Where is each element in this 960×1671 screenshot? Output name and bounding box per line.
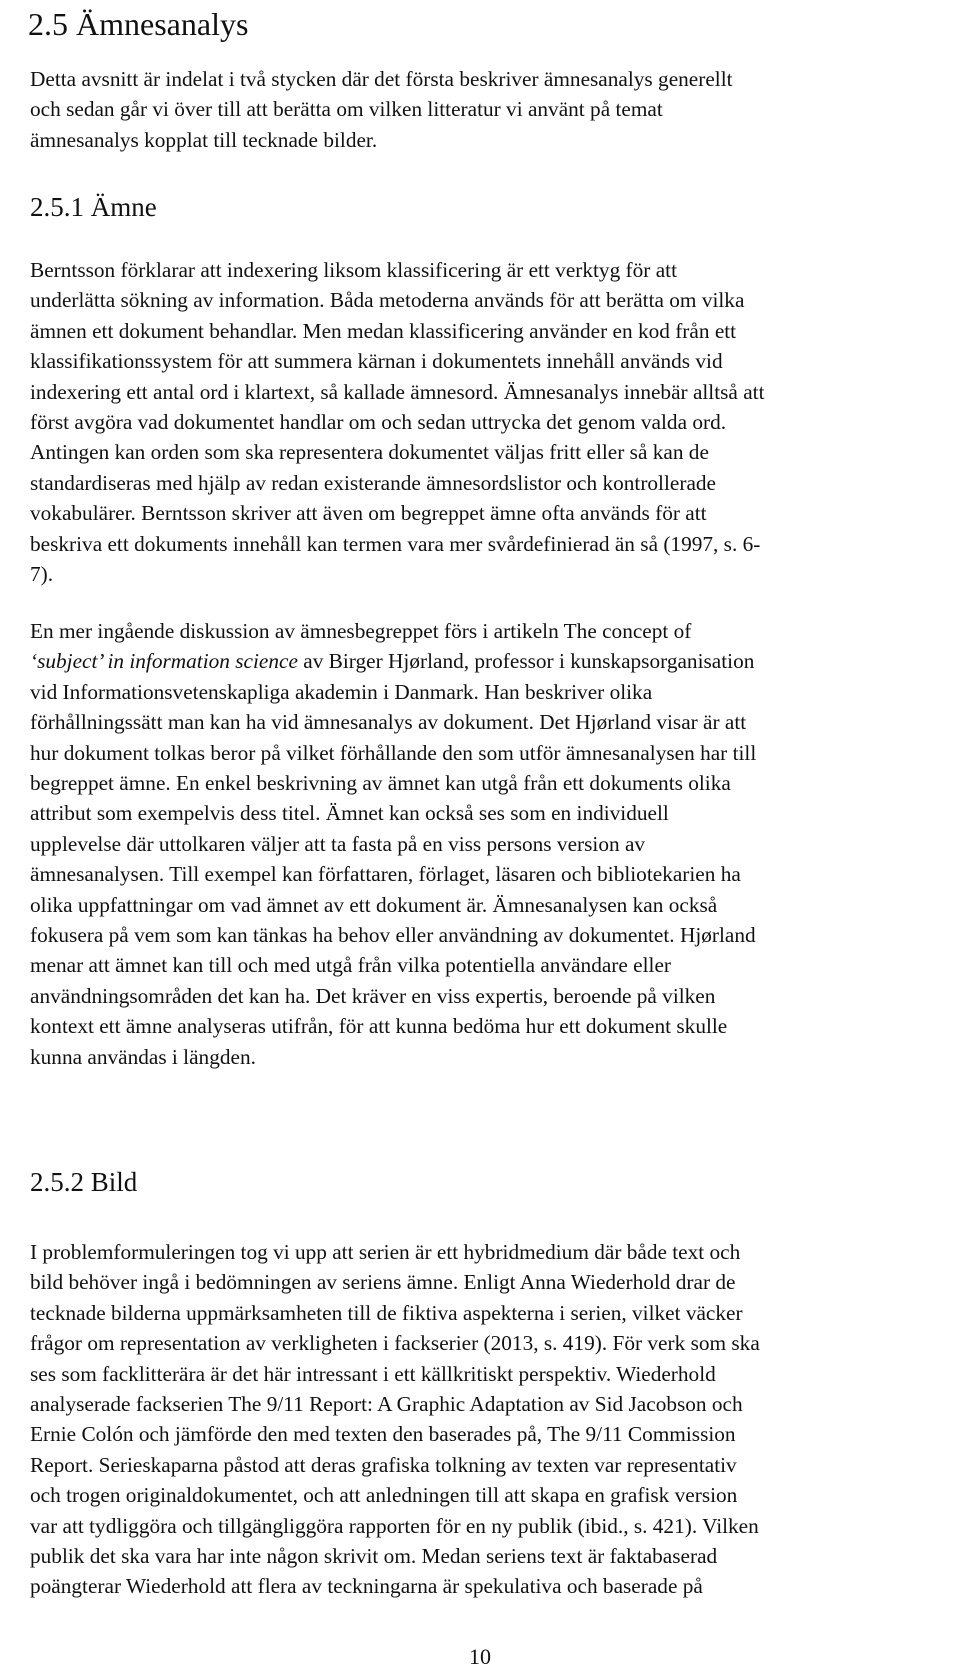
text-line: förhållningssätt man kan ha vid ämnesanalys av dokument. Det Hjørland visar är att [30, 710, 747, 735]
text-line: fokusera på vem som kan tänkas ha behov eller användning av dokumentet. Hjørland [30, 923, 756, 948]
text-line: upplevelse där uttolkaren väljer att ta fasta på en viss persons version av [30, 831, 646, 856]
text-line: kontext ett ämne analyseras utifrån, för att kunna bedöma hur ett dokument skulle [30, 1014, 728, 1039]
amne-text-2 [30, 616, 935, 1072]
bild-paragraph-1 [30, 1237, 935, 1602]
text-line: klassifikationssystem för att summera kärnan i dokumentets innehåll används vid [30, 349, 723, 374]
text-line: hur dokument tolkas beror på vilket förhållande den som utför ämnesanalysen har till [30, 740, 757, 765]
page-number: 10 [469, 1644, 491, 1669]
text-line: I problemformuleringen tog vi upp att serien är ett hybridmedium där både text och [30, 1240, 741, 1264]
text-line: var att tydliggöra och tillgängliggöra rapporten för en ny publik (ibid., s. 421). Vilken [30, 1513, 759, 1538]
text-line: indexering ett antal ord i klartext, så kallade ämnesord. Ämnesanalys innebär alltså att [30, 379, 765, 404]
text-line: En mer ingående diskussion av ämnesbegreppet förs i artikeln The concept of [30, 619, 692, 643]
text-line: ämnesanalysen. Till exempel kan författaren, förlaget, läsaren och bibliotekarien ha [30, 862, 741, 887]
text-line: ämnesanalys kopplat till tecknade bilder. [30, 127, 378, 152]
text-line: Detta avsnitt är indelat i två stycken där det första beskriver ämnesanalys generellt [30, 67, 733, 91]
intro-text [30, 64, 935, 155]
subsection-title-bild: 2.5.2 Bild [30, 1167, 138, 1197]
amne-text-1 [30, 255, 935, 589]
article-title: ‘subject’ in information science [30, 649, 298, 674]
text-line: vokabulärer. Berntsson skriver att även om begreppet ämne ofta används för att [30, 501, 707, 526]
text-fragment: av Birger Hjørland, professor i kunskapsorganisation [297, 649, 755, 674]
text-line: frågor om representation av verkligheten i fackserier (2013, s. 419). För verk som ska [30, 1331, 760, 1356]
text-line: ämnen ett dokument behandlar. Men medan klassificering använder en kod från ett [30, 318, 737, 343]
text-line: standardiseras med hjälp av redan existerande ämnesordslistor och kontrollerade [30, 470, 716, 495]
section-title: 2.5 Ämnesanalys [28, 6, 249, 42]
text-line: Report. Serieskaparna påstod att deras grafiska tolkning av texten var representativ [30, 1452, 737, 1477]
text-line: tecknade bilderna uppmärksamheten till de fiktiva aspekterna i serien, vilket väcker [30, 1300, 743, 1325]
text-line: först avgöra vad dokumentet handlar om och sedan uttrycka det genom valda ord. [30, 410, 727, 435]
amne-paragraph-1 [30, 255, 935, 589]
text-line [30, 646, 935, 676]
subsection-title-amne: 2.5.1 Ämne [30, 192, 157, 222]
intro-paragraph [30, 64, 935, 155]
text-line: publik det ska vara har inte någon skrivit om. Medan seriens text är faktabaserad [30, 1544, 718, 1569]
text-line: vid Informationsvetenskapliga akademin i Danmark. Han beskriver olika [30, 679, 653, 704]
bild-text-1 [30, 1237, 935, 1602]
text-line: ses som facklitterära är det här intressant i ett källkritiskt perspektiv. Wiederhold [30, 1361, 716, 1386]
text-line: bild behöver ingå i bedömningen av seriens ämne. Enligt Anna Wiederhold drar de [30, 1270, 736, 1295]
amne-paragraph-2 [30, 616, 935, 1072]
text-line: kunna användas i längden. [30, 1044, 256, 1069]
text-line: beskriva ett dokuments innehåll kan termen vara mer svårdefinierad än så (1997, s. 6- [30, 531, 761, 556]
text-line: begreppet ämne. En enkel beskrivning av ämnet kan utgå från ett dokuments olika [30, 771, 731, 796]
text-line: olika uppfattningar om vad ämnet av ett dokument är. Ämnesanalysen kan också [30, 892, 718, 917]
text-line: 7). [30, 562, 54, 587]
text-line: underlätta sökning av information. Båda metoderna används för att berätta om vilka [30, 288, 745, 313]
text-line: attribut som exempelvis dess titel. Ämnet kan också ses som en individuell [30, 801, 669, 826]
text-line: och sedan går vi över till att berätta om vilken litteratur vi använt på temat [30, 97, 663, 122]
text-line: Antingen kan orden som ska representera dokumentet väljas fritt eller så kan de [30, 440, 709, 465]
text-line: menar att ämnet kan till och med utgå från vilka potentiella användare eller [30, 953, 672, 978]
text-line: och trogen originaldokumentet, och att anledningen till att skapa en grafisk version [30, 1483, 738, 1508]
text-line: Berntsson förklarar att indexering liksom klassificering är ett verktyg för att [30, 258, 677, 282]
text-line: analyserade fackserien The 9/11 Report: A Graphic Adaptation av Sid Jacobson och [30, 1392, 743, 1417]
text-line: användningsområden det kan ha. Det kräver en viss expertis, beroende på vilken [30, 983, 716, 1008]
text-line: Ernie Colón och jämförde den med texten den baserades på, The 9/11 Commission [30, 1422, 736, 1447]
text-line: poängterar Wiederhold att flera av teckningarna är spekulativa och baserade på [30, 1574, 703, 1599]
